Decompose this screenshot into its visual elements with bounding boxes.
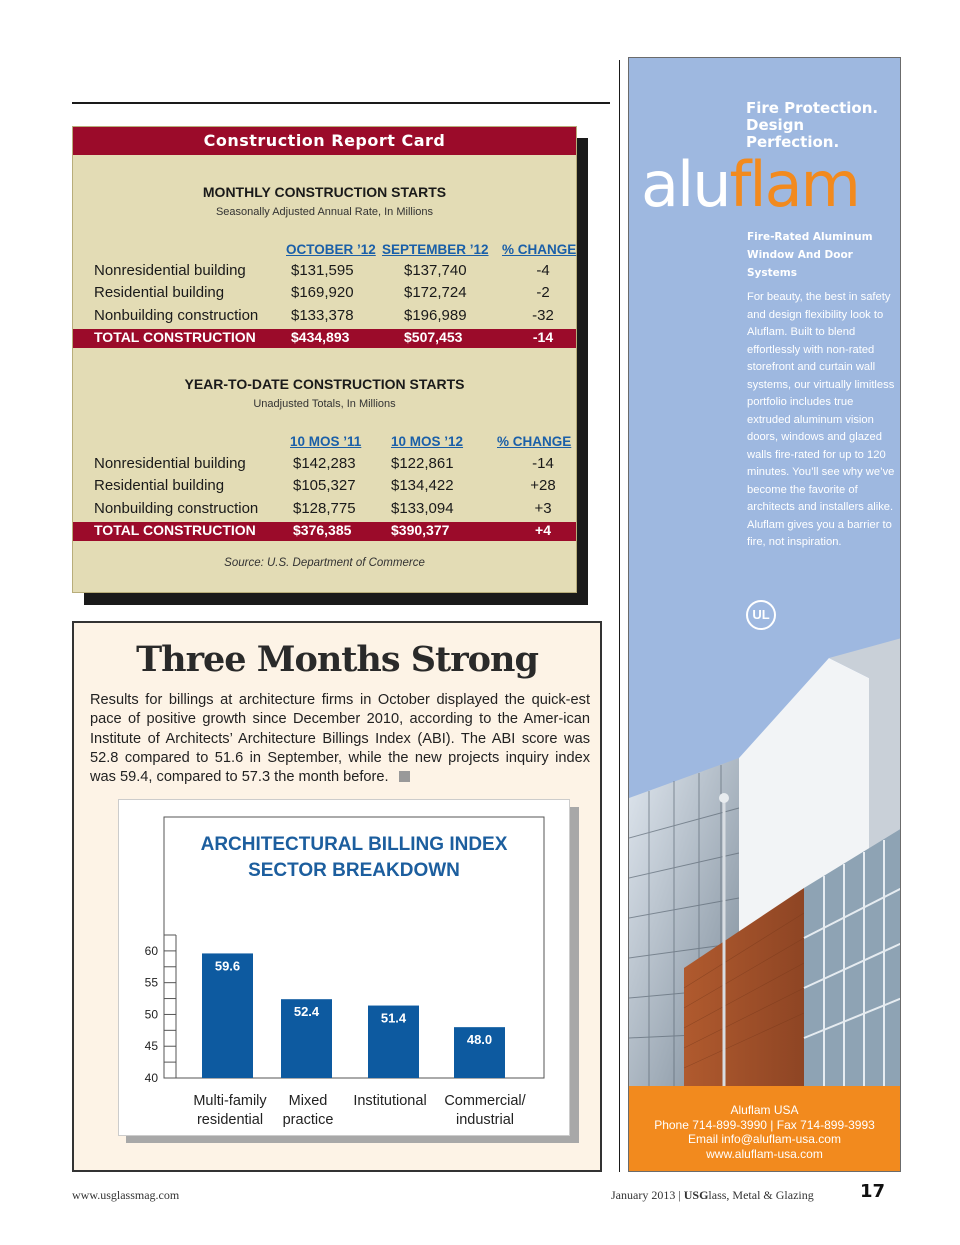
row-value-b: $172,724 [404, 284, 467, 301]
row-change: -32 [532, 307, 554, 324]
ad-website-link[interactable]: www.aluflam-usa.com [706, 1146, 823, 1161]
row-value-a: $169,920 [291, 284, 354, 301]
row-label: Residential building [94, 477, 225, 494]
page-number: 17 [860, 1181, 886, 1202]
mag-rest: lass, Metal & Glazing [708, 1188, 814, 1202]
row-label: Residential building [94, 284, 225, 301]
total-row [73, 522, 576, 541]
bar-value-label: 51.4 [380, 1010, 407, 1026]
bar-value-label: 59.6 [214, 958, 241, 974]
total-value-a: $376,385 [293, 522, 352, 538]
total-value-b: $390,377 [391, 522, 450, 538]
bar-value-label: 52.4 [293, 1004, 320, 1020]
ad-tagline [746, 100, 896, 151]
ytd-col-2012: 10 MOS ’12 [391, 434, 464, 449]
logo-alu: alu [641, 148, 730, 221]
ul-mark-icon: UL [746, 600, 776, 630]
y-tick-label: 50 [144, 1007, 158, 1022]
article-title: Three Months Strong [136, 639, 538, 680]
table-row [73, 500, 576, 522]
abi-chart-svg [119, 800, 571, 1137]
construction-report-card [72, 126, 577, 593]
building-photo [629, 638, 901, 1086]
total-label: TOTAL CONSTRUCTION [94, 329, 256, 345]
row-label: Nonbuilding construction [94, 500, 259, 517]
abi-chart [118, 799, 570, 1136]
category-label: industrial [455, 1112, 515, 1128]
row-value-a: $128,775 [293, 500, 356, 517]
category-label: practice [282, 1112, 334, 1128]
ytd-subheading: Unadjusted Totals, In Millions [253, 398, 396, 410]
row-value-b: $122,861 [391, 455, 454, 472]
row-change: +28 [530, 477, 556, 494]
article-text: Results for billings at architecture firms in October displayed the quick-est pace of positive growth since December 2010, according to the Amer-ican Institute of Architects’ Architecture Billings Index (ABI). The ABI score was 52.8 compared to 51.6 in September, while the new projects inquiry index was 59.4, compared to 57.3 the month before. [90, 692, 590, 786]
footer-issue [611, 1188, 814, 1203]
category-label: Commercial/ [444, 1093, 526, 1109]
monthly-col-change: % CHANGE [502, 242, 577, 257]
row-change: -4 [536, 262, 550, 279]
row-value-a: $131,595 [291, 262, 354, 279]
issue-date: January 2013 [611, 1188, 676, 1202]
category-label: Multi-family [193, 1093, 267, 1109]
chart-title-line: ARCHITECTURAL BILLING INDEX [200, 834, 508, 855]
end-mark-icon [399, 771, 410, 782]
row-label: Nonresidential building [94, 455, 246, 472]
mag-bold: USG [683, 1188, 709, 1202]
category-label: Mixed [288, 1093, 328, 1109]
total-change: +4 [535, 522, 551, 538]
report-card-source: Source: U.S. Department of Commerce [224, 557, 425, 569]
aluflam-ad[interactable] [628, 57, 901, 1172]
bar-value-label: 48.0 [466, 1032, 493, 1048]
table-row [73, 455, 576, 477]
total-row [73, 329, 576, 348]
logo-flam: flam [729, 148, 859, 221]
row-value-a: $133,378 [291, 307, 354, 324]
monthly-subheading: Seasonally Adjusted Annual Rate, In Millions [215, 206, 434, 218]
article-body [90, 691, 590, 787]
row-change: -2 [536, 284, 550, 301]
ad-tagline-line: Design Perfection. [746, 116, 840, 151]
row-value-b: $196,989 [404, 307, 467, 324]
category-label: residential [196, 1112, 264, 1128]
footer-separator: | [678, 1188, 681, 1202]
monthly-heading: MONTHLY CONSTRUCTION STARTS [202, 184, 447, 200]
row-value-a: $105,327 [293, 477, 356, 494]
total-value-b: $507,453 [404, 329, 463, 345]
table-row [73, 477, 576, 499]
footer-url[interactable]: www.usglassmag.com [72, 1188, 180, 1202]
y-tick-label: 55 [144, 975, 158, 990]
ad-phone: Phone 714-899-3990 | Fax 714-899-3993 [654, 1117, 875, 1132]
ad-copy: For beauty, the best in safety and design flexibility look to Aluflam. Built to blend effortlessly with non-rated storefront and curtain wall systems, our virtually limitless portfolio includes true extruded aluminum vision doors, windows and glazed walls fire-rated for up to 120 minutes. You’ll see why we’ve become the favorite of architects and installers alike. Aluflam gives you a barrier to fire, not inspiration. [747, 291, 895, 548]
row-value-b: $133,094 [391, 500, 454, 517]
ad-email-link[interactable]: Email info@aluflam-usa.com [688, 1132, 841, 1146]
y-tick-label: 40 [144, 1071, 158, 1085]
row-label: Nonresidential building [94, 262, 246, 279]
category-label: Institutional [353, 1093, 427, 1109]
table-row [73, 262, 576, 284]
ad-footer [629, 1086, 900, 1172]
total-value-a: $434,893 [291, 329, 350, 345]
chart-title-line: SECTOR BREAKDOWN [248, 860, 460, 881]
report-card-title: Construction Report Card [73, 127, 576, 155]
row-value-b: $137,740 [404, 262, 467, 279]
row-value-a: $142,283 [293, 455, 356, 472]
y-tick-label: 45 [144, 1039, 158, 1054]
article-box [72, 621, 602, 1172]
monthly-col-october: OCTOBER ’12 [286, 242, 376, 257]
ad-company: Aluflam USA [730, 1103, 799, 1117]
ad-tagline-line: Fire Protection. [746, 99, 879, 117]
total-label: TOTAL CONSTRUCTION [94, 522, 256, 538]
row-change: -14 [532, 455, 554, 472]
ytd-col-change: % CHANGE [497, 434, 572, 449]
y-tick-label: 60 [144, 943, 158, 958]
ad-subheading: Fire-Rated Aluminum Window And Door Systems [747, 231, 873, 279]
top-rule [72, 102, 610, 104]
lamp-head [719, 793, 729, 803]
total-change: -14 [532, 329, 554, 345]
table-row [73, 307, 576, 329]
ytd-col-2011: 10 MOS ’11 [290, 434, 362, 449]
aluflam-logo [641, 150, 859, 220]
row-value-b: $134,422 [391, 477, 454, 494]
row-change: +3 [534, 500, 552, 517]
monthly-col-september: SEPTEMBER ’12 [382, 242, 489, 257]
ytd-heading: YEAR-TO-DATE CONSTRUCTION STARTS [184, 376, 465, 392]
table-row [73, 284, 576, 306]
column-divider [619, 60, 620, 1172]
row-label: Nonbuilding construction [94, 307, 259, 324]
